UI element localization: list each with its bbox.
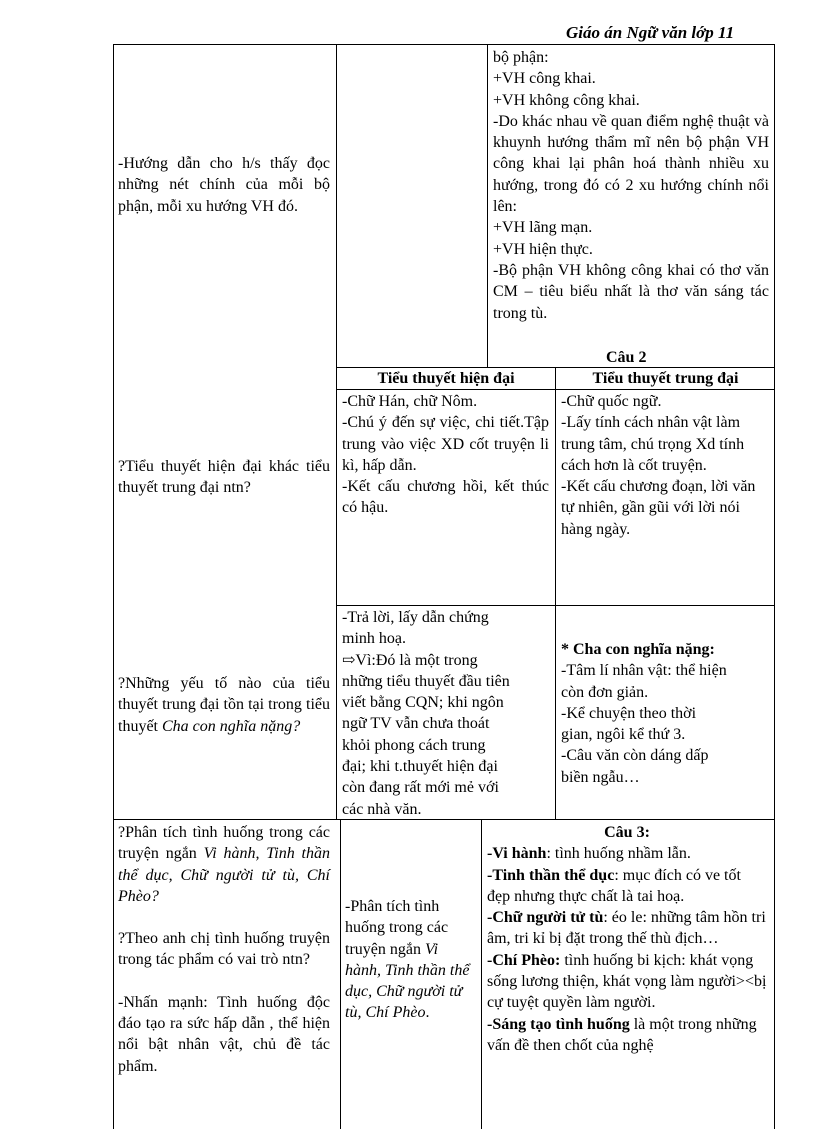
col-modern-novel: Tiểu thuyết hiện đại [377,370,515,387]
table-divider [555,367,556,819]
cau3-heading: Câu 3: [604,824,650,841]
list-item: -Vi hành: tình huống nhầm lẫn. [487,845,691,863]
list-item: -Chí Phèo: tình huống bi kịch: khát vọng sống lương thiện, khát vọng làm người><bị cự tuyệt quyền làm người. [487,951,767,1012]
table-divider [487,44,488,367]
row1-line: +VH không công khai. [493,91,640,109]
row3-answer: -Trả lời, lấy dẫn chứng minh hoạ. ⇨Vì:Đó là một trong những tiểu thuyết đầu tiên viết bằng CQN; khi ngôn ngữ TV vẫn chưa thoát khỏi phong cách trung đại; khi t.thuyết hiện đại còn đang rất mới mẻ với các nhà văn. [342,609,510,818]
row3-notes: * Cha con nghĩa nặng: -Tâm lí nhân vật: thể hiện còn đơn giản. -Kể chuyện theo thời gian, ngôi kể thứ 3. -Câu văn còn dáng dấp biền ngẫu… [561,641,727,786]
medieval-novel-features: -Chữ quốc ngữ. -Lấy tính cách nhân vật làm trung tâm, chú trọng Xd tính cách hơn là cốt truyện. -Kết cấu chương đoạn, lời văn tự nhiên, gần gũi với lời nói hàng ngày. [561,393,756,538]
row1-line: +VH hiện thực. [493,240,593,258]
page-header: Giáo án Ngữ văn lớp 11 [566,23,735,42]
modern-novel-features: -Chữ Hán, chữ Nôm. -Chú ý đến sự việc, chi tiết.Tập trung vào việc XD cốt truyện li kì, hấp dẫn. -Kết cấu chương hồi, kết thúc có hậu. [342,393,549,517]
table-divider [481,819,482,1129]
row1-line: +VH lãng mạn. [493,219,593,237]
col-medieval-novel: Tiểu thuyết trung đại [592,370,739,387]
row3-question: ?Những yếu tố nào của tiểu thuyết trung đại tồn tại trong tiểu thuyết Cha con nghĩa nặng? [118,675,330,735]
table-divider [336,605,775,606]
row1-line: -Do khác nhau về quan điểm nghệ thuật và khuynh hướng thẩm mĩ nên bộ phận VH công khai lại phân hoá thành nhiều xu hướng, trong đó có 2 xu hướng chính nổi lên: [493,112,769,216]
table-divider [336,44,337,819]
list-item: -Tinh thần thể dục: mục đích có ve tốt đẹp nhưng thực chất là tai hoạ. [487,866,741,905]
row4-questions: ?Phân tích tình huống trong các truyện ngắn Vi hành, Tinh thần thể dục, Chữ người tử tù, Chí Phèo? ?Theo anh chị tình huống truyện trong tác phẩm có vai trò ntn? -Nhấn mạnh: Tình huống độc đáo tạo ra sức hấp dẫn , thể hiện nổi bật nhân vật, chủ đề tác phẩm. [118,824,330,1075]
row4-content [487,822,767,1056]
row2-question: ?Tiểu thuyết hiện đại khác tiểu thuyết trung đại ntn? [118,458,330,497]
row1-content [493,47,769,324]
cau2-heading: Câu 2 [606,349,647,366]
table-divider [340,819,341,1129]
row1-teacher-note: -Hướng dẫn cho h/s thấy đọc những nét chính của mỗi bộ phận, mỗi xu hướng VH đó. [118,155,330,215]
row1-line: -Bộ phận VH không công khai có thơ văn CM – tiêu biểu nhất là thơ văn sáng tác trong tù. [493,261,769,322]
row1-line: bộ phận: [493,49,549,66]
list-item: -Sáng tạo tình huống là một trong những vấn đề then chốt của nghệ [487,1015,757,1054]
row4-activity: -Phân tích tình huống trong các truyện ngắn Vi hành, Tinh thần thể dục, Chữ người tử tù, Chí Phèo. [345,898,470,1022]
list-item: -Chữ người tử tù: éo le: những tâm hồn tri âm, tri kỉ bị đặt trong thế thù địch… [487,909,766,948]
row1-line: +VH công khai. [493,70,596,88]
